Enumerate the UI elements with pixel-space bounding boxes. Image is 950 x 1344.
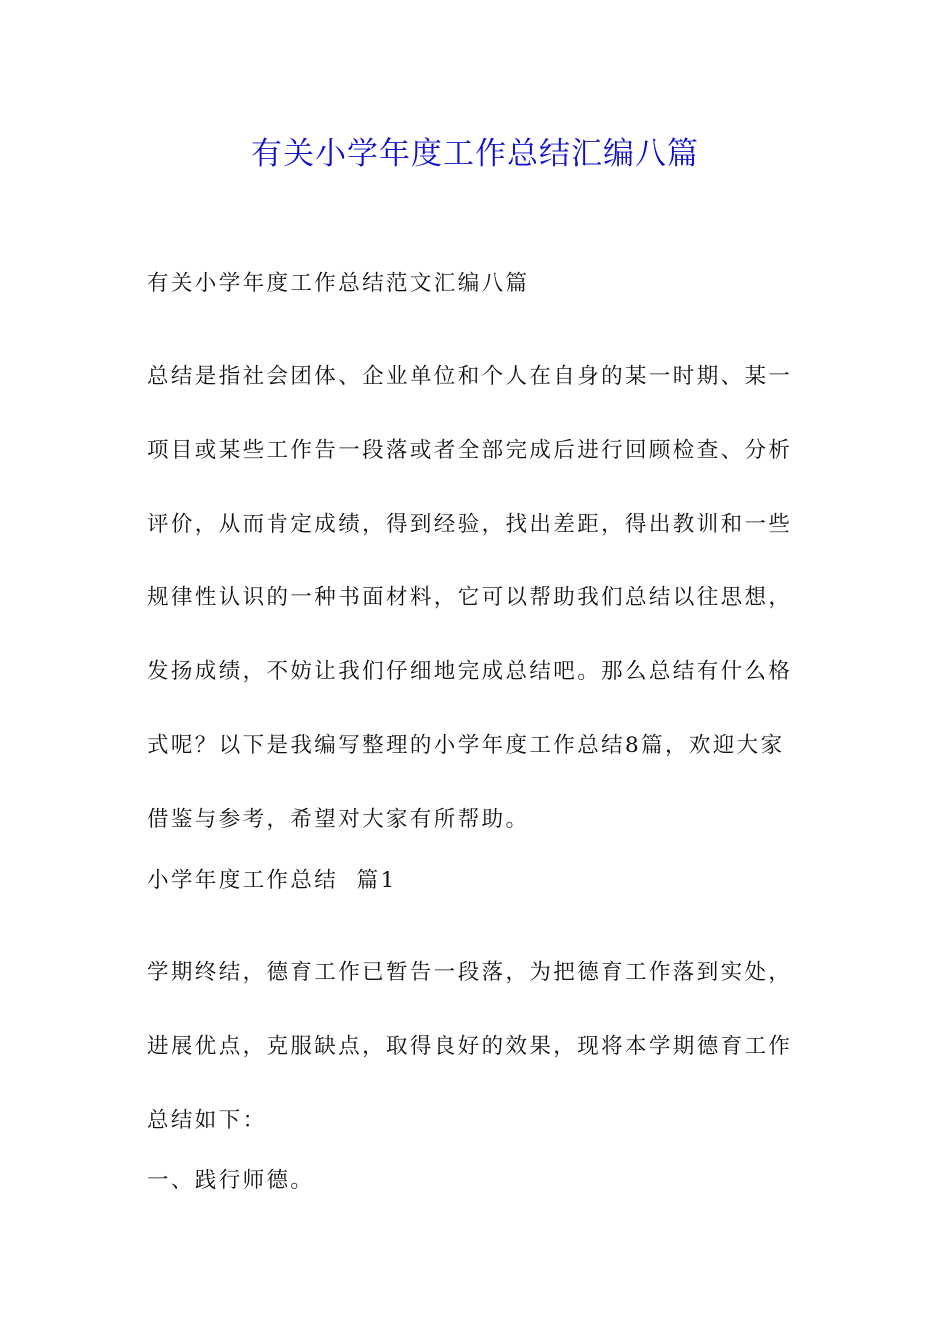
- intro-paragraph: 总结是指社会团体、企业单位和个人在自身的某一时期、某一项目或某些工作告一段落或者全部完成后进行回顾检查、分析评价，从而肯定成绩，得到经验，找出差距，得出教训和一些规律性认识的一种书面材料，它可以帮助我们总结以往思想，发扬成绩，不妨让我们仔细地完成总结吧。那么总结有什么格式呢？以下是我编写整理的小学年度工作总结8篇，欢迎大家借鉴与参考，希望对大家有所帮助。: [147, 364, 793, 832]
- document-title: 有关小学年度工作总结汇编八篇: [251, 136, 699, 172]
- article-heading: 小学年度工作总结 篇1: [147, 868, 397, 893]
- document-subtitle: 有关小学年度工作总结范文汇编八篇: [147, 271, 530, 296]
- article-paragraph: 学期终结，德育工作已暂告一段落，为把德育工作落到实处，进展优点，克服缺点，取得良好的效果，现将本学期德育工作总结如下：: [147, 960, 793, 1133]
- section-heading: 一、践行师德。: [147, 1168, 315, 1193]
